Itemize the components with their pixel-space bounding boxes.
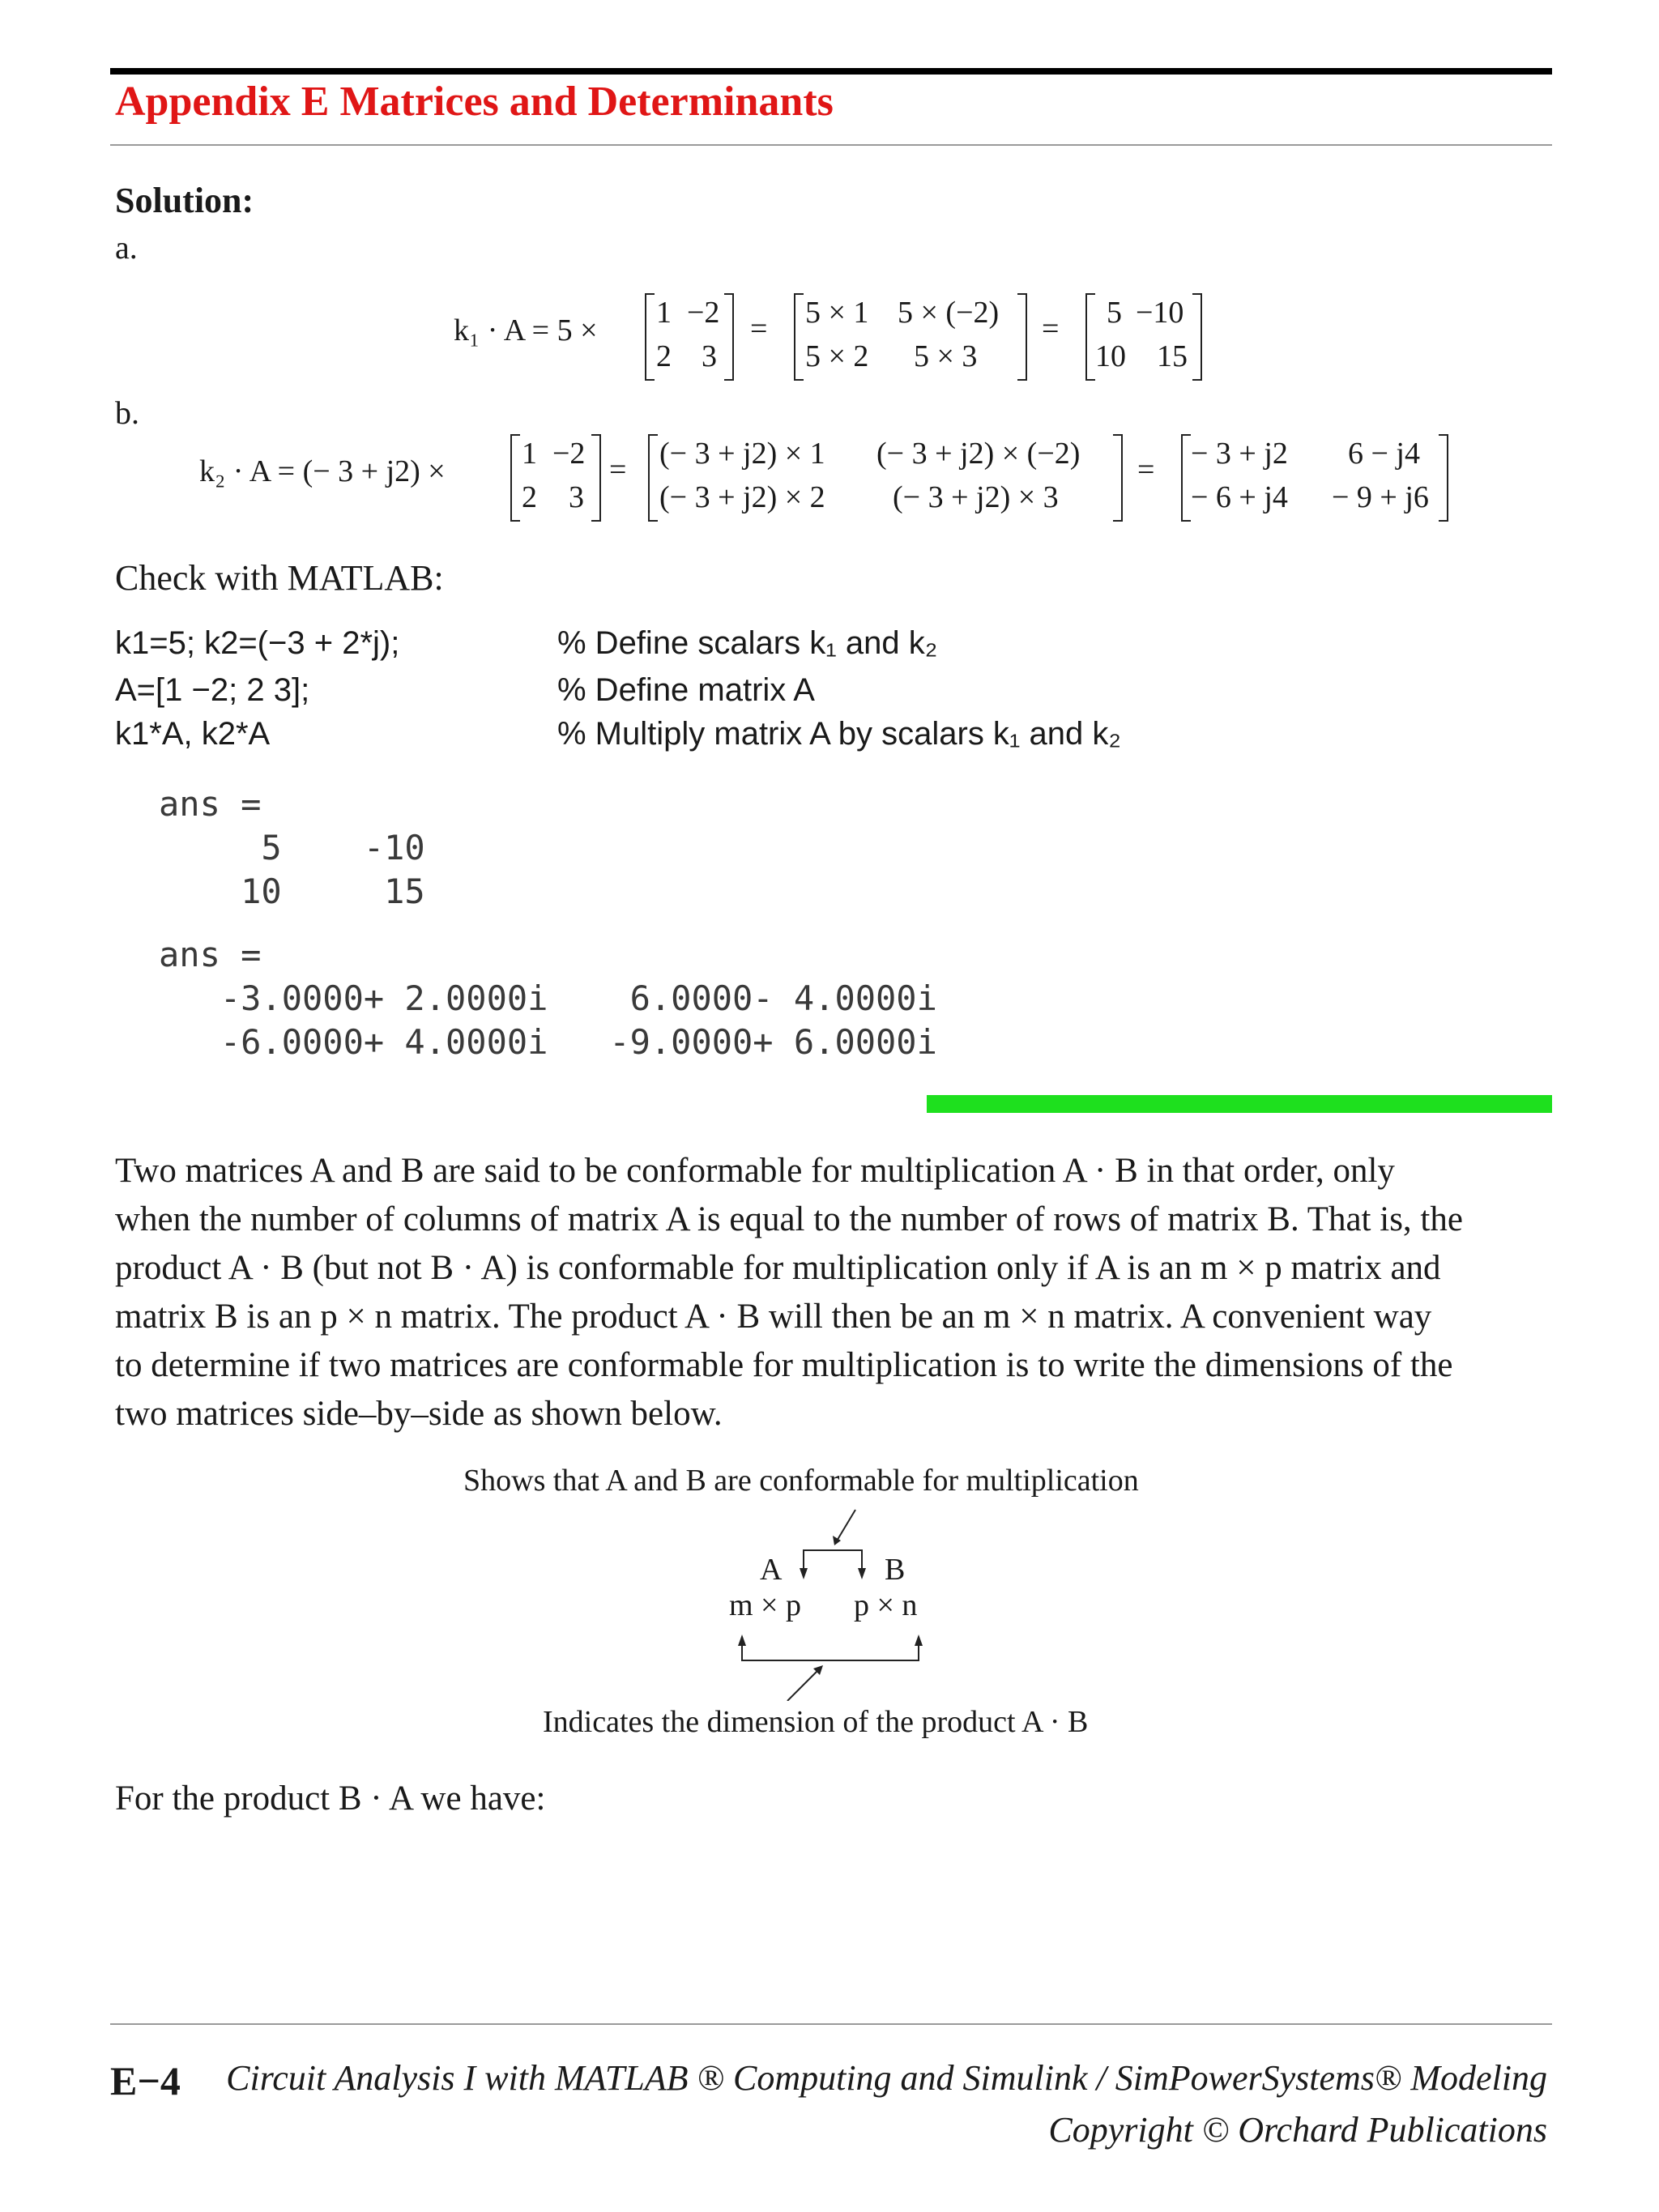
code-line: k1*A, k2*A bbox=[115, 716, 271, 752]
green-highlight-bar bbox=[927, 1095, 1552, 1113]
solution-label: Solution: bbox=[115, 181, 254, 220]
header-rule bbox=[110, 144, 1552, 146]
body-paragraph bbox=[115, 1147, 1552, 1438]
matlab-output-2: ans = -3.0000+ 2.0000i 6.0000- 4.0000i -6.0000+ 4.0000i -9.0000+ 6.0000i bbox=[159, 935, 937, 1062]
part-a-label: a. bbox=[115, 229, 138, 266]
matlab-output-1: ans = 5 -10 10 15 bbox=[159, 784, 425, 911]
equation-b-lhs: k₂ · A = (− 3 + j2) × bbox=[199, 454, 446, 488]
page-header-title: Appendix E Matrices and Determinants bbox=[115, 79, 834, 125]
equation-a-matrix-1: 1 −2 2 3 bbox=[645, 293, 734, 381]
check-heading: Check with MATLAB: bbox=[115, 558, 444, 598]
note-pointer bbox=[787, 1669, 820, 1701]
paragraph-line: Two matrices A and B are said to be conformable for multiplication A · B in that order, only bbox=[115, 1152, 1395, 1190]
footer-rule bbox=[110, 2023, 1552, 2025]
code-comment: % Multiply matrix A by scalars k₁ and k₂ bbox=[557, 716, 1121, 752]
diagram-dim-a: m × p bbox=[729, 1588, 801, 1622]
header-top-rule bbox=[110, 68, 1552, 75]
top-bracket bbox=[804, 1550, 862, 1571]
page-number: E−4 bbox=[110, 2058, 181, 2103]
equation-a-matrix-3: 5 −10 10 15 bbox=[1085, 293, 1202, 381]
diagram-matrix-a: A bbox=[760, 1553, 783, 1587]
footer-book-title: Circuit Analysis I with MATLAB ® Computing and Simulink / SimPowerSystems® Modeling bbox=[226, 2058, 1547, 2098]
paragraph-line: to determine if two matrices are conformable for multiplication is to write the dimensions of the bbox=[115, 1346, 1453, 1384]
after-diagram-text: For the product B · A we have: bbox=[115, 1779, 546, 1818]
part-b-label: b. bbox=[115, 394, 139, 431]
paragraph-line: matrix B is an p × n matrix. The product A · B will then be an m × n matrix. A convenient way bbox=[115, 1298, 1432, 1336]
diagram-note: Indicates the dimension of the product A · B bbox=[543, 1705, 1089, 1739]
caption-pointer bbox=[836, 1510, 855, 1542]
equals-sign: = bbox=[1137, 453, 1155, 487]
bottom-bracket bbox=[742, 1643, 919, 1660]
diagram-dim-b: p × n bbox=[854, 1588, 918, 1622]
equals-sign: = bbox=[1042, 312, 1060, 346]
equation-a-lhs: k₁ · A = 5 × bbox=[454, 313, 598, 347]
equation-a-matrix-2: 5 × 1 5 × (−2) 5 × 2 5 × 3 bbox=[794, 293, 1027, 381]
equals-sign: = bbox=[609, 453, 627, 487]
paragraph-line: two matrices side–by–side as shown below. bbox=[115, 1395, 723, 1433]
diagram-matrix-b: B bbox=[885, 1553, 906, 1587]
code-line: k1=5; k2=(−3 + 2*j); bbox=[115, 625, 400, 661]
paragraph-line: when the number of columns of matrix A is equal to the number of rows of matrix B. That is, the bbox=[115, 1200, 1463, 1238]
paragraph-line: product A · B (but not B · A) is conformable for multiplication only if A is an m × p matrix and bbox=[115, 1249, 1441, 1287]
equation-b-matrix-2: (− 3 + j2) × 1 (− 3 + j2) × (−2) (− 3 + j2) × 2 (− 3 + j2) × 3 bbox=[648, 434, 1123, 522]
diagram-caption: Shows that A and B are conformable for multiplication bbox=[463, 1464, 1139, 1498]
code-line: A=[1 −2; 2 3]; bbox=[115, 672, 310, 708]
equals-sign: = bbox=[750, 312, 768, 346]
code-comment: % Define scalars k₁ and k₂ bbox=[557, 625, 938, 661]
code-comment: % Define matrix A bbox=[557, 672, 815, 708]
equation-b-matrix-3: − 3 + j2 6 − j4 − 6 + j4 − 9 + j6 bbox=[1181, 434, 1448, 522]
equation-b-matrix-1: 1 −2 2 3 bbox=[510, 434, 601, 522]
footer-copyright: Copyright © Orchard Publications bbox=[1048, 2110, 1547, 2150]
